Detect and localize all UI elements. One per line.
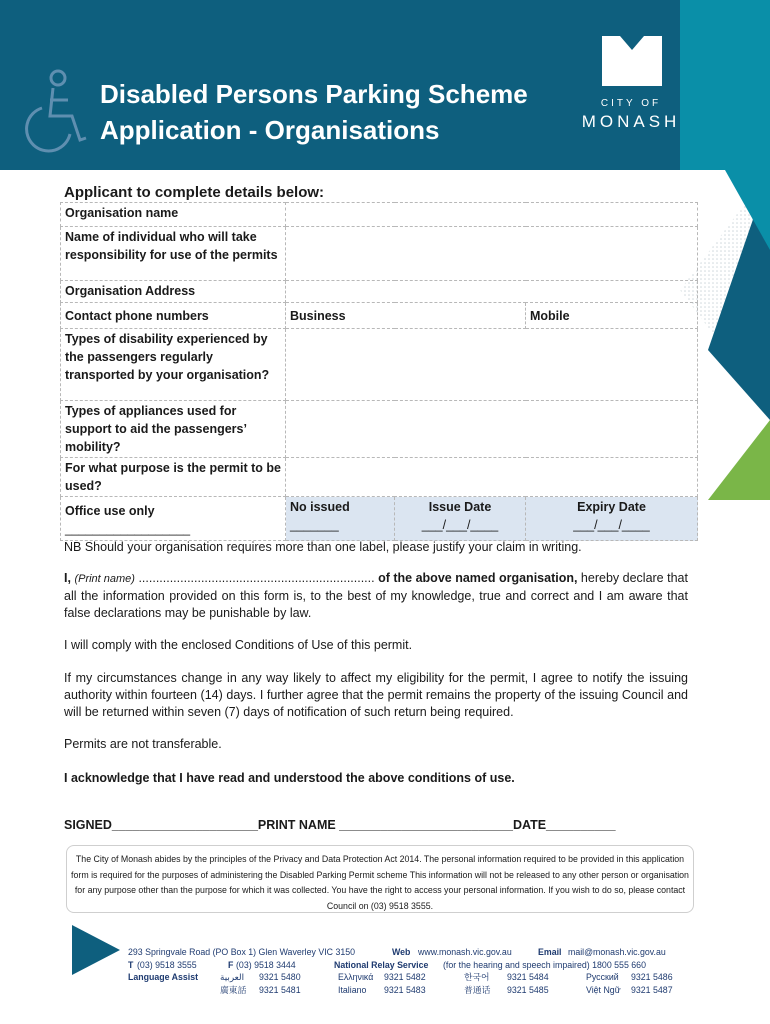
footer-nrs: (for the hearing and speech impaired) 1800 555 660 — [443, 959, 646, 970]
logo-city-of: CITY OF — [600, 98, 662, 109]
office-use-label: Office use only — [65, 504, 155, 518]
appliances-field[interactable] — [286, 401, 698, 458]
individual-label: Name of individual who will take responsibility for use of the permits — [61, 227, 286, 281]
logo-monash: MONASH — [581, 112, 681, 131]
office-use-cell — [61, 497, 286, 541]
expiry-date-cell — [526, 497, 698, 541]
footer-contact — [128, 946, 688, 996]
no-issued-blank: _______ — [290, 518, 339, 532]
disability-field[interactable] — [286, 329, 698, 401]
org-name-label: Organisation name — [61, 203, 286, 227]
declaration-paragraph: I, (Print name) .................................................................... of the above named organisation, hereby declare that all the information provided on this form is, to the best of my knowledge, true and correct and I am aware that false declarations may be punishable by law. — [64, 571, 688, 620]
wheelchair-icon — [20, 68, 90, 153]
city-of-monash-logo — [578, 36, 688, 136]
acknowledge-statement: I acknowledge that I have read and understood the above conditions of use. — [64, 771, 515, 785]
issue-date-label: Issue Date — [428, 500, 492, 514]
address-field[interactable] — [286, 281, 698, 303]
footer-nrs-label: National Relay Service — [334, 959, 429, 970]
privacy-notice: The City of Monash abides by the principles of the Privacy and Data Protection Act 2014. The personal information required to be provided in this application form is required for the purposes of administering the Disabled Parking Permit scheme This information will not be released to any other person or organisation for any purpose other than the purpose for which it was collected. You have the right to access your personal information. If you wish to do so, please contact Council on (03) 9518 3555. — [66, 845, 694, 913]
expiry-date-label: Expiry Date — [577, 500, 646, 514]
footer-fax: (03) 9518 3444 — [236, 959, 296, 970]
office-use-blank: __________________ — [65, 522, 191, 536]
purpose-field[interactable] — [286, 458, 698, 497]
no-issued-label: No issued — [290, 500, 350, 514]
footer-web-link[interactable]: www.monash.vic.gov.au — [418, 947, 512, 957]
form-subtitle: Applicant to complete details below: — [64, 184, 325, 201]
monash-logo-mark-icon — [602, 36, 662, 86]
issue-date-cell — [395, 497, 526, 541]
individual-field[interactable] — [286, 227, 698, 281]
mobile-label: Mobile — [530, 309, 570, 323]
issue-date-blank: ___/___/____ — [421, 518, 499, 532]
mobile-phone-field[interactable] — [526, 303, 698, 329]
purpose-label: For what purpose is the permit to be used? — [61, 458, 286, 497]
footer-web-label: Web — [392, 947, 411, 957]
address-label: Organisation Address — [61, 281, 286, 303]
nb-note: NB Should your organisation requires more than one label, please justify your claim in writing. — [64, 540, 582, 554]
footer-address: 293 Springvale Road (PO Box 1) Glen Waverley VIC 3150 — [128, 947, 356, 957]
page-title: Disabled Persons Parking Scheme Application - Organisations — [100, 79, 528, 145]
footer-row-3: Language Assist العربية 9321 5480 Ελληνικά 9321 5482 한국어 9321 5484 Русский 9321 5486 — [128, 972, 673, 982]
phone-label: Contact phone numbers — [61, 303, 286, 329]
expiry-date-blank: ___/___/____ — [573, 518, 650, 532]
footer-email-label: Email — [538, 947, 562, 957]
appliances-label: Types of appliances used for support to aid the passengers’ mobility? — [61, 401, 286, 458]
circumstances-paragraph: If my circumstances change in any way likely to affect my eligibility for the permit, I agree to notify the issuing authority within fourteen (14) days. I further agree that the permit remains the property of the issuing Council and will be returned within seven (7) days of notification of such return being required. — [64, 671, 688, 719]
business-label: Business — [290, 309, 346, 323]
footer-row-2: T (03) 9518 3555 F (03) 9518 3444 National Relay Service (for the hearing and speech impaired) 1800 555 660 — [128, 959, 646, 970]
business-phone-field[interactable] — [286, 303, 526, 329]
org-name-field[interactable] — [286, 203, 698, 227]
header-banner — [0, 0, 770, 170]
not-transferable: Permits are not transferable. — [64, 737, 222, 751]
footer-phone: (03) 9518 3555 — [137, 959, 197, 970]
footer-row-1 — [128, 946, 688, 959]
footer-arrow-icon — [72, 925, 122, 975]
footer-row-4: 廣東話 9321 5481 Italiano 9321 5483 普通话 9321 5485 Việt Ngữ 9321 5487 — [220, 984, 673, 995]
signature-line: SIGNED_____________________PRINT NAME _________________________DATE__________ — [64, 818, 616, 832]
application-form-table — [60, 202, 698, 541]
no-issued-cell — [286, 497, 395, 541]
comply-statement: I will comply with the enclosed Conditions of Use of this permit. — [64, 638, 413, 652]
footer-language-assist: Language Assist — [128, 972, 199, 982]
disability-label: Types of disability experienced by the passengers regularly transported by your organisation? — [61, 329, 286, 401]
footer-email-link[interactable]: mail@monash.vic.gov.au — [568, 947, 666, 957]
header-accent-stripe — [680, 0, 770, 170]
